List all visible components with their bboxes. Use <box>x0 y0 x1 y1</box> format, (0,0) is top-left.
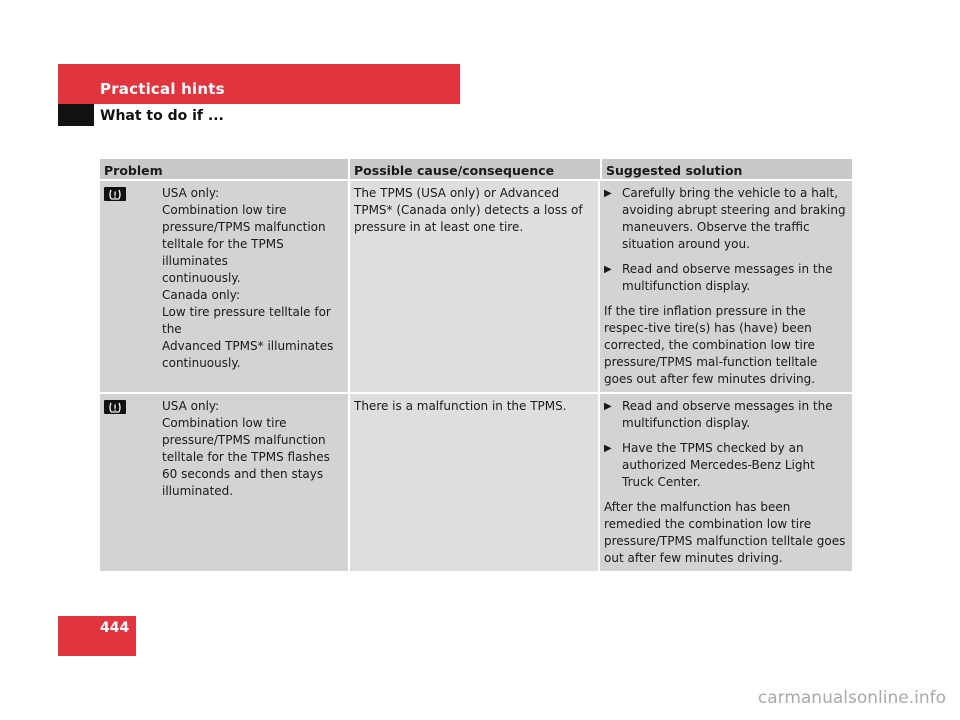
section-title: Practical hints <box>100 80 225 98</box>
header-problem: Problem <box>100 159 348 181</box>
table-row <box>100 392 852 571</box>
solution-cell <box>600 392 852 571</box>
bullet-text: Read and observe messages in the multifunction display. <box>622 262 833 293</box>
triangle-right-icon: ▶ <box>604 188 612 199</box>
problem-line: pressure/TPMS malfunction <box>162 220 326 234</box>
solution-bullet <box>604 261 848 295</box>
cause-cell: There is a malfunction in the TPMS. <box>348 392 600 571</box>
problem-line: Low tire pressure telltale for the <box>162 305 331 336</box>
solution-bullet <box>604 440 848 491</box>
problem-cell <box>100 392 348 571</box>
solution-note: If the tire inflation pressure in the respec-tive tire(s) has (have) been corrected, the combination low tire pressure/TPMS mal-function telltale goes out after few minutes driving. <box>604 304 818 386</box>
problem-line: 60 seconds and then stays <box>162 467 324 481</box>
problem-line: pressure/TPMS malfunction <box>162 433 326 447</box>
problem-line: telltale for the TPMS flashes <box>162 450 330 464</box>
bullet-text: Read and observe messages in the multifunction display. <box>622 399 833 430</box>
bullet-text: Have the TPMS checked by an authorized Mercedes-Benz Light Truck Center. <box>622 441 815 489</box>
solution-cell <box>600 181 852 392</box>
problem-line: Combination low tire <box>162 203 287 217</box>
problem-text <box>162 185 344 384</box>
tire-pressure-warning-icon <box>104 187 126 201</box>
triangle-right-icon: ▶ <box>604 443 612 454</box>
solution-note: After the malfunction has been remedied the combination low tire pressure/TPMS malfunction telltale goes out after few minutes driving. <box>604 500 846 565</box>
solution-bullet <box>604 398 848 432</box>
troubleshooting-table <box>100 159 852 571</box>
problem-line: Canada only: <box>162 288 241 302</box>
header-solution: Suggested solution <box>600 159 852 181</box>
solution-bullet <box>604 185 848 253</box>
subsection-marker <box>58 104 94 126</box>
subsection-title: What to do if ... <box>100 108 224 124</box>
problem-line: USA only: <box>162 186 220 200</box>
table-row <box>100 181 852 392</box>
cause-cell: The TPMS (USA only) or Advanced TPMS* (Canada only) detects a loss of pressure in at least one tire. <box>348 181 600 392</box>
watermark: carmanualsonline.info <box>757 688 946 708</box>
problem-line: telltale for the TPMS illuminates <box>162 237 284 268</box>
bullet-text: Carefully bring the vehicle to a halt, avoiding abrupt steering and braking maneuvers. Observe the traffic situation around you. <box>622 186 846 251</box>
problem-line: continuously. <box>162 356 241 370</box>
page-number: 444 <box>100 620 130 636</box>
problem-cell <box>100 181 348 392</box>
triangle-right-icon: ▶ <box>604 401 612 412</box>
problem-line: illuminated. <box>162 484 234 498</box>
tire-pressure-warning-icon <box>104 400 126 414</box>
problem-line: continuously. <box>162 271 241 285</box>
header-cause: Possible cause/consequence <box>348 159 600 181</box>
table-header-row <box>100 159 852 181</box>
problem-text <box>162 398 330 563</box>
triangle-right-icon: ▶ <box>604 264 612 275</box>
problem-line: Advanced TPMS* illuminates <box>162 339 334 353</box>
problem-line: Combination low tire <box>162 416 287 430</box>
problem-line: USA only: <box>162 399 220 413</box>
